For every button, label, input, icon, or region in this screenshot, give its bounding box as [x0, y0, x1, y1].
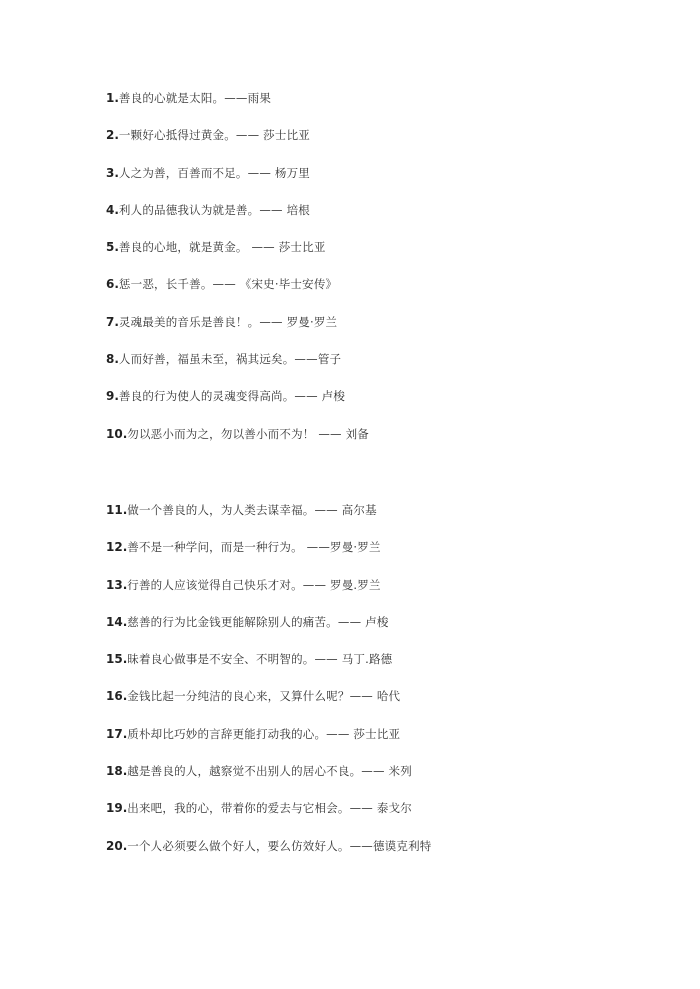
quote-number: 7.: [106, 314, 119, 329]
quote-item: [106, 575, 431, 612]
quote-item: [106, 761, 431, 798]
quote-text: 一个人必须要么做个好人，要么仿效好人。——德谟克利特: [127, 838, 432, 853]
quote-text: 勿以恶小而为之，勿以善小而不为！ —— 刘备: [127, 426, 369, 441]
quote-text: 善良的行为使人的灵魂变得高尚。—— 卢梭: [118, 389, 346, 404]
quote-item: [106, 349, 369, 386]
quote-number: 3.: [106, 165, 119, 180]
quote-item: [106, 649, 431, 686]
quote-text: 人而好善，福虽未至，祸其远矣。——管子: [118, 352, 342, 367]
quote-text: 越是善良的人，越察觉不出别人的居心不良。—— 米列: [127, 764, 412, 779]
quote-item: [106, 386, 369, 423]
quote-number: 2.: [106, 128, 119, 143]
quote-text: 人之为善，百善而不足。—— 杨万里: [118, 165, 310, 180]
quote-item: [106, 500, 431, 537]
quote-text: 昧着良心做事是不安全、不明智的。—— 马丁.路德: [127, 652, 393, 667]
quote-item: [106, 798, 431, 835]
quote-item: [106, 724, 431, 761]
quote-number: 10.: [106, 426, 128, 441]
quote-number: 11.: [106, 503, 128, 517]
quote-number: 1.: [106, 91, 119, 105]
quote-item: [106, 88, 369, 125]
quote-number: 5.: [106, 240, 119, 255]
quote-number: 12.: [106, 540, 128, 555]
quote-text: 善不是一种学问，而是一种行为。 ——罗曼·罗兰: [127, 540, 381, 555]
quote-text: 质朴却比巧妙的言辞更能打动我的心。—— 莎士比亚: [127, 726, 401, 741]
quote-item: [106, 163, 369, 200]
quote-text: 做一个善良的人，为人类去谋幸福。—— 高尔基: [127, 503, 377, 517]
quote-text: 灵魂最美的音乐是善良！。—— 罗曼·罗兰: [118, 314, 338, 329]
quote-item: [106, 200, 369, 237]
quote-number: 13.: [106, 577, 128, 592]
quote-number: 4.: [106, 202, 119, 217]
quote-number: 20.: [106, 838, 128, 853]
quote-number: 6.: [106, 277, 119, 292]
quote-item: [106, 237, 369, 274]
quote-item: [106, 424, 369, 461]
quote-item: [106, 612, 431, 649]
quote-item: [106, 686, 431, 723]
quote-text: 行善的人应该觉得自己快乐才对。—— 罗曼.罗兰: [127, 577, 381, 592]
quote-text: 善良的心地，就是黄金。 —— 莎士比亚: [118, 240, 326, 255]
quote-item: [106, 537, 431, 574]
quote-text: 善良的心就是太阳。——雨果: [118, 91, 272, 105]
quote-text: 一颗好心抵得过黄金。—— 莎士比亚: [118, 128, 310, 143]
quote-number: 16.: [106, 689, 128, 704]
quote-text: 慈善的行为比金钱更能解除别人的痛苦。—— 卢梭: [127, 614, 389, 629]
quote-item: [106, 274, 369, 311]
quote-text: 利人的品德我认为就是善。—— 培根: [118, 202, 310, 217]
quote-item: [106, 836, 431, 873]
quote-number: 14.: [106, 614, 128, 629]
quote-number: 8.: [106, 352, 119, 367]
quote-text: 惩一恶，长千善。—— 《宋史·毕士安传》: [118, 277, 338, 292]
quote-text: 金钱比起一分纯洁的良心来，又算什么呢？—— 哈代: [127, 689, 401, 704]
quote-item: [106, 312, 369, 349]
quote-number: 17.: [106, 726, 128, 741]
quote-number: 18.: [106, 764, 128, 779]
quote-text: 出来吧，我的心，带着你的爱去与它相会。—— 泰戈尔: [127, 801, 412, 816]
quote-number: 15.: [106, 652, 128, 667]
quote-number: 9.: [106, 389, 119, 404]
quote-list-1: [106, 88, 369, 461]
quote-item: [106, 125, 369, 162]
quote-list-2: [106, 500, 431, 873]
quote-number: 19.: [106, 801, 128, 816]
